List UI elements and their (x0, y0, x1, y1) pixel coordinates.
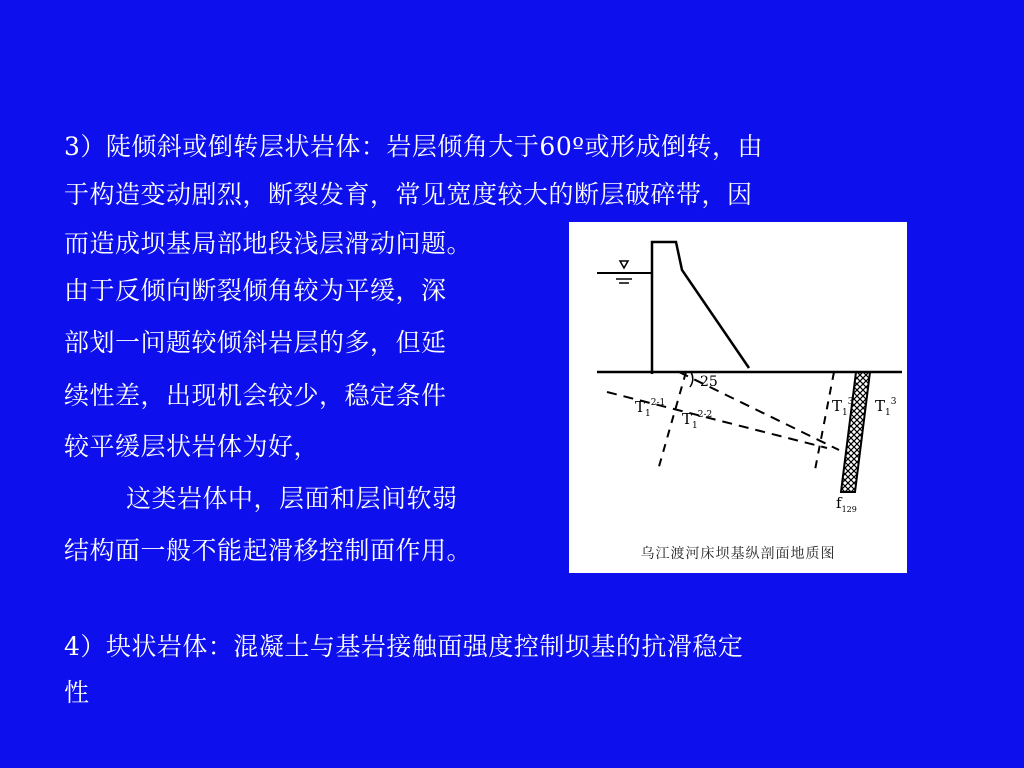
paragraph3-line7: 较平缓层状岩体为好， (64, 432, 320, 461)
dam-geology-figure (569, 222, 907, 573)
paragraph4-line2: 性 (64, 678, 90, 707)
paragraph3-line8: 这类岩体中，层面和层间软弱 (126, 484, 458, 513)
water-level-icon (597, 261, 651, 283)
paragraph3-line3: 而造成坝基局部地段浅层滑动问题。 (64, 229, 473, 258)
paragraph3-line1: 3）陡倾斜或倒转层状岩体：岩层倾角大于60º或形成倒转，由 (64, 132, 763, 161)
paragraph3-line5: 部划一问题较倾斜岩层的多，但延 (64, 328, 447, 357)
layer-label-t1-3-right: $T_1^3$ (875, 397, 897, 418)
layer-label-t1-2-2: $T_1^{2-2}$ (682, 410, 713, 431)
paragraph3-line6: 续性差，出现机会较少，稳定条件 (64, 381, 447, 410)
fault-label-f129: $f_{129}$ (836, 494, 857, 514)
dam-body (652, 242, 749, 374)
paragraph3-line4: 由于反倾向断裂倾角较为平缓，深 (64, 276, 447, 305)
paragraph3-line9: 结构面一般不能起滑移控制面作用。 (64, 536, 473, 565)
layer-label-t1-3-left: $T_1^3$ (832, 397, 854, 418)
paragraph3-line2: 于构造变动剧烈，断裂发育，常见宽度较大的断层破碎带，因 (64, 180, 753, 209)
layer-label-t1-2-1: $T_1^{2-1}$ (635, 398, 666, 419)
dip-angle-arc (690, 372, 693, 387)
fault-dashed-2 (815, 372, 834, 470)
angle-label: 25 (700, 374, 718, 390)
paragraph4-line1: 4）块状岩体：混凝土与基岩接触面强度控制坝基的抗滑稳定 (64, 632, 744, 661)
fracture-zone (841, 372, 870, 492)
figure-caption: 乌江渡河床坝基纵剖面地质图 (640, 546, 836, 562)
